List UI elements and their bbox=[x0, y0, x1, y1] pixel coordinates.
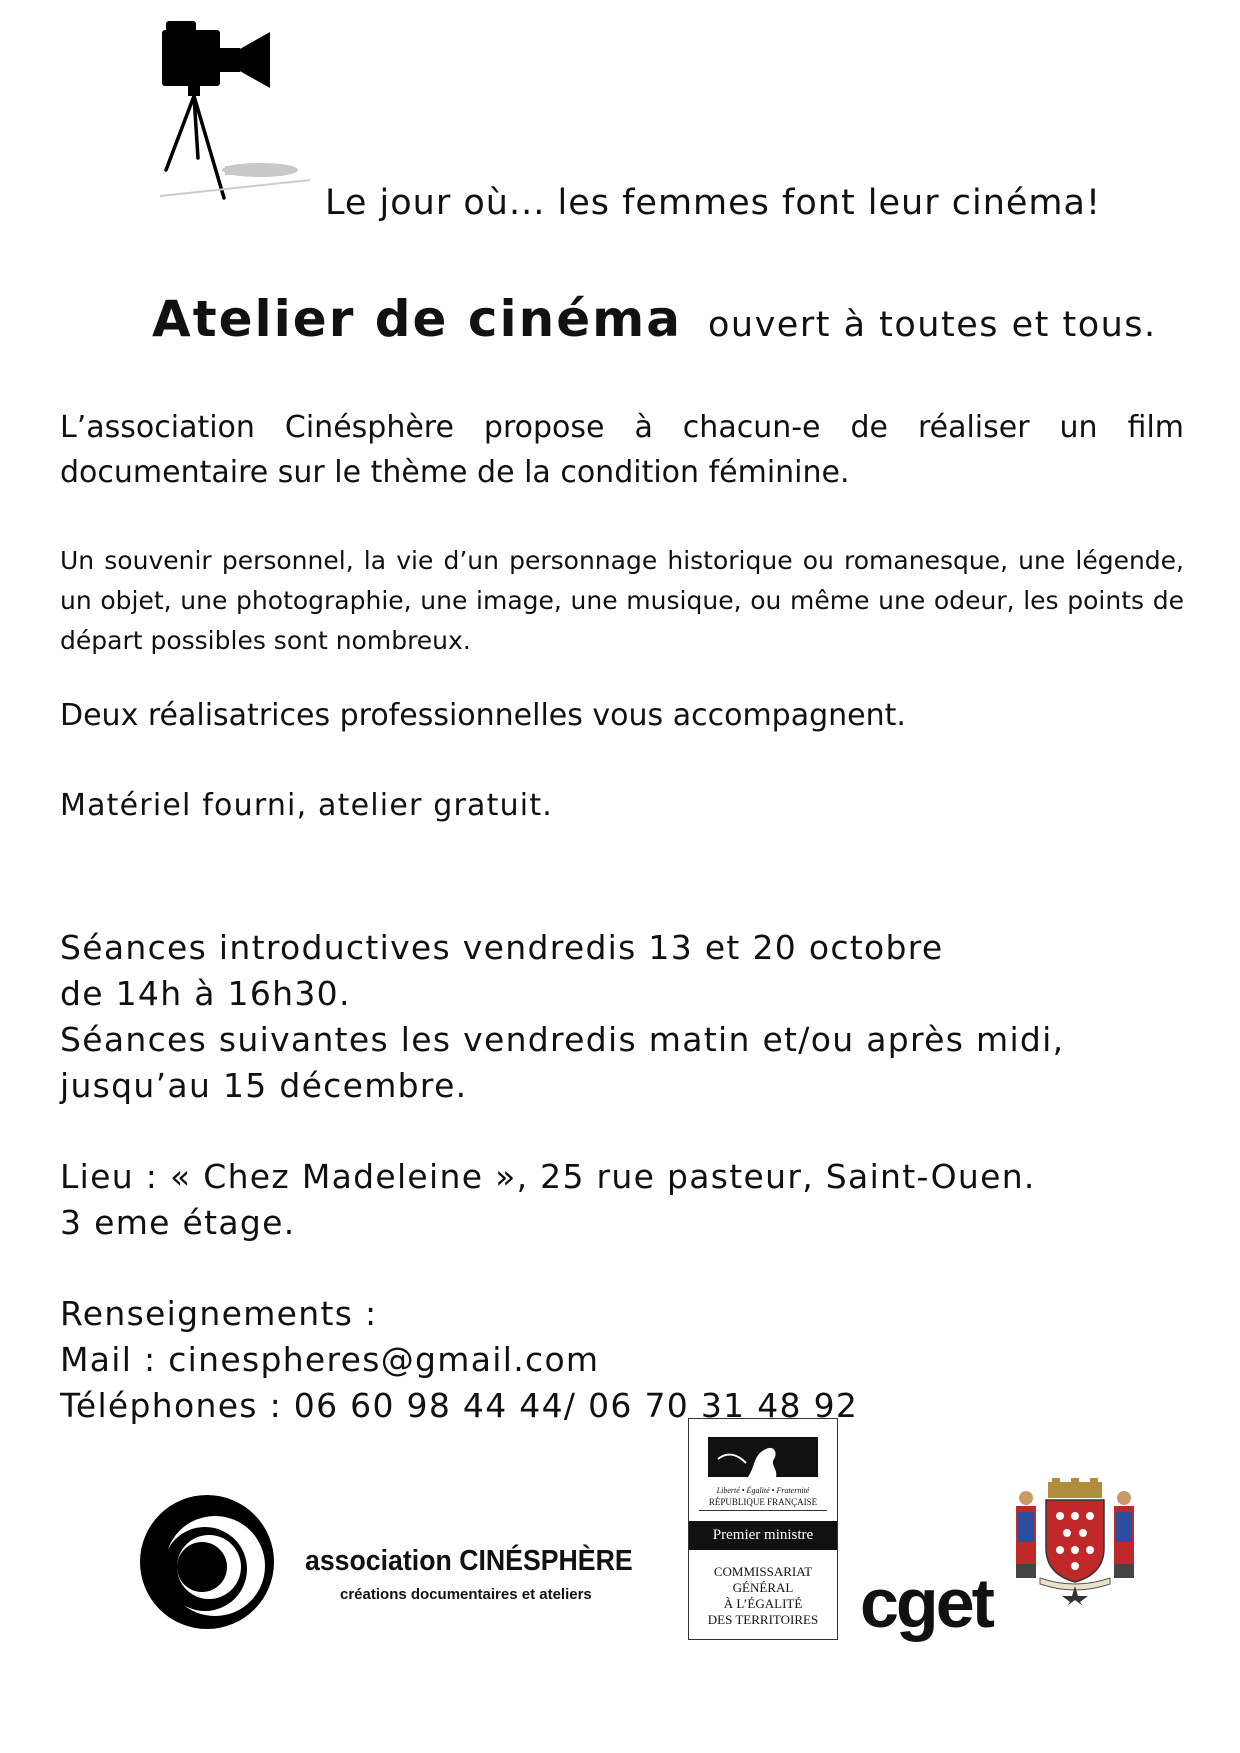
schedule-line: Séances introductives vendredis 13 et 20 octobre bbox=[60, 928, 944, 967]
gov-motto: Liberté • Égalité • Fraternité bbox=[716, 1486, 810, 1495]
gov-cget-line: GÉNÉRAL bbox=[732, 1580, 794, 1595]
heading bbox=[152, 290, 1157, 348]
association-name: association CINÉSPHÈRE bbox=[305, 1545, 633, 1577]
gov-cget-label bbox=[689, 1564, 837, 1628]
schedule-line: de 14h à 16h30. bbox=[60, 974, 351, 1013]
schedule-block bbox=[60, 925, 1064, 1429]
gov-prime-minister: Premier ministre bbox=[689, 1521, 837, 1550]
tagline: Le jour où... les femmes font leur cinéma! bbox=[325, 183, 1102, 223]
film-camera-icon bbox=[160, 20, 330, 210]
cget-logo: cget bbox=[860, 1564, 992, 1642]
gov-cget-line: COMMISSARIAT bbox=[713, 1564, 813, 1579]
cinesphere-logo-icon bbox=[137, 1492, 277, 1632]
location-line: Lieu : « Chez Madeleine », 25 rue pasteur, Saint-Ouen. bbox=[60, 1157, 1036, 1196]
government-logo bbox=[688, 1418, 838, 1640]
material-line: Matériel fourni, atelier gratuit. bbox=[60, 788, 554, 823]
intro-paragraph: L’association Cinésphère propose à chacun-e de réaliser un film documentaire sur le thème de la condition féminine. bbox=[60, 410, 1184, 490]
contact-mail: Mail : cinespheres@gmail.com bbox=[60, 1340, 600, 1379]
contact-phones: Téléphones : 06 60 98 44 44/ 06 70 31 48 92 bbox=[60, 1386, 859, 1425]
page-subtitle: ouvert à toutes et tous. bbox=[708, 305, 1157, 345]
gov-cget-line: DES TERRITOIRES bbox=[707, 1612, 819, 1627]
directors-line: Deux réalisatrices professionnelles vous accompagnent. bbox=[60, 698, 906, 733]
schedule-line: Séances suivantes les vendredis matin et/ou après midi, bbox=[60, 1020, 1065, 1059]
schedule-line: jusqu’au 15 décembre. bbox=[60, 1066, 468, 1105]
contact-heading: Renseignements : bbox=[60, 1294, 378, 1333]
association-tagline: créations documentaires et ateliers bbox=[340, 1586, 592, 1603]
gov-republic: RÉPUBLIQUE FRANÇAISE bbox=[699, 1497, 827, 1511]
details-paragraph: Un souvenir personnel, la vie d’un personnage historique ou romanesque, une légende, un objet, une photographie, une image, une musique, ou même une odeur, les points de départ possibles sont nombreux. bbox=[60, 546, 1184, 655]
coat-of-arms-icon bbox=[1010, 1478, 1140, 1606]
page-title: Atelier de cinéma bbox=[152, 290, 682, 348]
gov-cget-line: À L’ÉGALITÉ bbox=[723, 1596, 803, 1611]
location-floor: 3 eme étage. bbox=[60, 1203, 296, 1242]
marianne-icon bbox=[708, 1437, 818, 1477]
